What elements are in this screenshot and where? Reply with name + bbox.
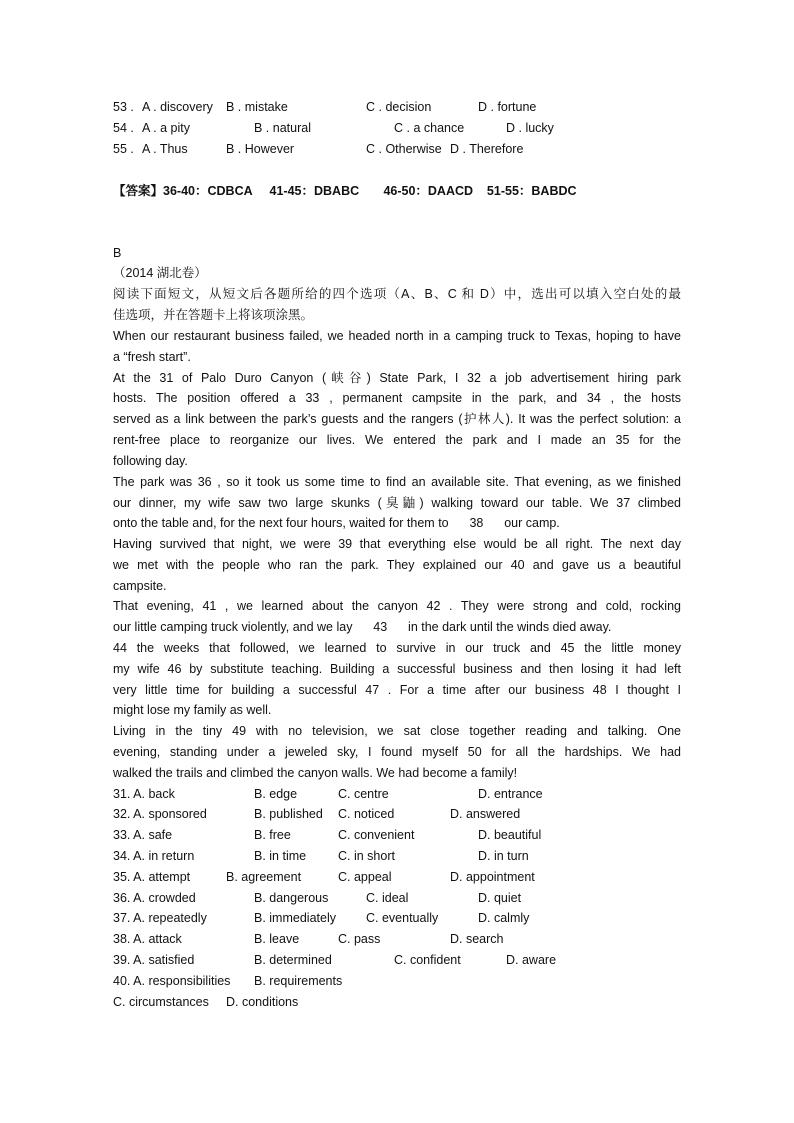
passage-line: campsite. [113, 579, 167, 593]
option-a: 37. A. repeatedly [113, 911, 207, 925]
option-a: 34. A. in return [113, 849, 195, 863]
option-c: C. centre [338, 787, 389, 801]
option-d: D . fortune [478, 100, 537, 114]
option-c: C. eventually [366, 911, 439, 925]
passage-line: our little camping truck violently, and we lay 43 in the dark until the winds died away. [113, 620, 612, 634]
passage-line: At the 31 of Palo Duro Canyon (峡谷) State Park, I 32 a job advertisement hiring park [113, 371, 681, 385]
option-a: 33. A. safe [113, 828, 173, 842]
option-d: D. aware [506, 953, 557, 967]
option-b: B. requirements [254, 974, 343, 988]
option-a: A . discovery [142, 100, 213, 114]
passage-line: following day. [113, 454, 188, 468]
passage-line: served as a link between the park’s guests and the rangers (护林人). It was the perfect solution: a [113, 412, 681, 426]
passage-line: onto the table and, for the next four hours, waited for them to 38 our camp. [113, 516, 560, 530]
section-letter: B [113, 246, 122, 260]
option-c: C . Otherwise [366, 142, 442, 156]
option-c: C. circumstances [113, 995, 209, 1009]
option-d: D. answered [450, 807, 521, 821]
question-number: 53 . [113, 100, 134, 114]
instruction-line-2: 佳选项，并在答题卡上将该项涂黑。 [113, 308, 314, 322]
passage-line: might lose my family as well. [113, 703, 272, 717]
answer-key [113, 183, 577, 199]
passage-line: very little time for building a successful 47 . For a time after our business 48 I thought I [113, 683, 681, 697]
option-d: D . lucky [506, 121, 554, 135]
passage-line: 44 the weeks that followed, we learned to survive in our truck and 45 the little money [113, 641, 681, 655]
option-d: D . Therefore [450, 142, 524, 156]
option-c: C. appeal [338, 870, 392, 884]
passage-line: we met with the people who ran the park. They explained our 40 and gave us a beautiful [113, 558, 681, 572]
option-c: C. confident [394, 953, 461, 967]
option-d: D. in turn [478, 849, 529, 863]
option-a: 36. A. crowded [113, 891, 196, 905]
passage-line: rent-free place to reorganize our lives. We entered the park and I made an 35 for the [113, 433, 681, 447]
passage-line: walked the trails and climbed the canyon walls. We had become a family! [113, 766, 518, 780]
option-c: C. ideal [366, 891, 409, 905]
passage-line: our dinner, my wife saw two large skunks (臭鼬) walking toward our table. We 37 climbed [113, 496, 681, 510]
passage-line: Living in the tiny 49 with no television, we sat close together reading and talking. One [113, 724, 681, 738]
option-b: B. agreement [226, 870, 302, 884]
option-c: C. convenient [338, 828, 415, 842]
option-b: B. free [254, 828, 291, 842]
option-d: D. beautiful [478, 828, 542, 842]
option-a: 39. A. satisfied [113, 953, 195, 967]
answer-label: 【答案】 [113, 184, 164, 198]
passage-line: evening, standing under a jeweled sky, I found myself 50 for all the hardships. We had [113, 745, 681, 759]
option-d: D. calmly [478, 911, 530, 925]
option-b: B. leave [254, 932, 300, 946]
option-b: B. determined [254, 953, 332, 967]
passage-line: The park was 36 , so it took us some time to find an available site. That evening, as we finished [113, 475, 681, 489]
passage-line: hosts. The position offered a 33 , permanent campsite in the park, and 34 , the hosts [113, 391, 681, 405]
option-b: B . mistake [226, 100, 288, 114]
option-b: B. immediately [254, 911, 336, 925]
option-a: 40. A. responsibilities [113, 974, 231, 988]
option-c: C. noticed [338, 807, 395, 821]
option-b: B. in time [254, 849, 307, 863]
option-a: 35. A. attempt [113, 870, 191, 884]
question-number: 55 . [113, 142, 134, 156]
passage-line: my wife 46 by substitute teaching. Building a successful business and then losing it had left [113, 662, 681, 676]
passage-line: Having survived that night, we were 39 that everything else would be all right. The next day [113, 537, 681, 551]
option-a: A . a pity [142, 121, 190, 135]
option-b: B . natural [254, 121, 311, 135]
option-d: D. quiet [478, 891, 522, 905]
option-c: C . decision [366, 100, 432, 114]
option-a: 38. A. attack [113, 932, 182, 946]
option-b: B. edge [254, 787, 298, 801]
passage-line: That evening, 41 , we learned about the canyon 42 . They were strong and cold, rocking [113, 599, 681, 613]
option-d: D. appointment [450, 870, 535, 884]
option-c: C. pass [338, 932, 381, 946]
section-source: （2014 湖北卷） [113, 266, 207, 280]
option-a: A . Thus [142, 142, 188, 156]
option-b: B. published [254, 807, 323, 821]
answer-text: 36-40：CDBCA 41-45：DBABC 46-50：DAACD 51-55：BABDC [163, 184, 577, 198]
option-a: 31. A. back [113, 787, 175, 801]
option-b: B . However [226, 142, 295, 156]
option-b: B. dangerous [254, 891, 329, 905]
option-a: 32. A. sponsored [113, 807, 207, 821]
option-c: C . a chance [394, 121, 465, 135]
option-c: C. in short [338, 849, 395, 863]
option-d: D. entrance [478, 787, 543, 801]
option-d: D. conditions [226, 995, 299, 1009]
question-number: 54 . [113, 121, 134, 135]
passage-line: When our restaurant business failed, we headed north in a camping truck to Texas, hoping to have [113, 329, 681, 343]
passage-line: a “fresh start”. [113, 350, 191, 364]
instruction-line-1: 阅读下面短文，从短文后各题所给的四个选项（A、B、C 和 D）中，选出可以填入空白处的最 [113, 287, 681, 301]
option-d: D. search [450, 932, 504, 946]
